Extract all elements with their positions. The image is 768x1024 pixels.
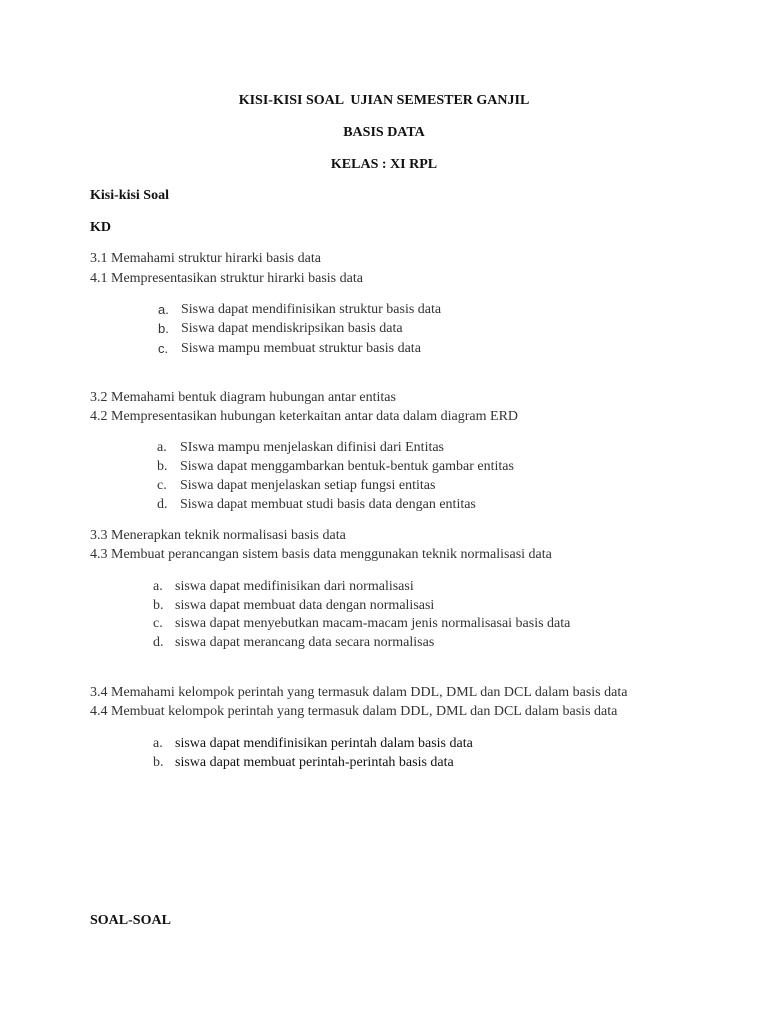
list-item-text: siswa dapat membuat perintah-perintah basis data	[175, 755, 454, 770]
list-marker: d.	[153, 635, 164, 650]
kd-line: 3.3 Menerapkan teknik normalisasi basis data	[90, 528, 346, 543]
list-item-text: Siswa dapat membuat studi basis data dengan entitas	[180, 497, 476, 512]
kd-line: 4.4 Membuat kelompok perintah yang termasuk dalam DDL, DML dan DCL dalam basis data	[90, 704, 618, 719]
list-marker: c.	[153, 616, 163, 631]
list-marker: c.	[158, 341, 169, 356]
list-item-text: Siswa dapat mendiskripsikan basis data	[181, 321, 403, 336]
class-title: KELAS : XI RPL	[330, 157, 438, 172]
list-marker: a.	[153, 736, 163, 751]
list-item-text: siswa dapat membuat data dengan normalisasi	[175, 598, 435, 613]
list-marker: a.	[157, 440, 167, 455]
list-marker: a.	[153, 579, 163, 594]
kisi-kisi-heading: Kisi-kisi Soal	[90, 188, 169, 203]
kd-heading: KD	[90, 220, 111, 235]
kd-line: 3.4 Memahami kelompok perintah yang termasuk dalam DDL, DML dan DCL dalam basis data	[90, 685, 628, 700]
subject-title: BASIS DATA	[343, 125, 425, 140]
list-marker: b.	[158, 321, 169, 336]
list-item-text: Siswa mampu membuat struktur basis data	[181, 341, 421, 356]
list-marker: b.	[157, 459, 168, 474]
list-item-text: Siswa dapat menggambarkan bentuk-bentuk gambar entitas	[180, 459, 514, 474]
list-item-text: Siswa dapat mendifinisikan struktur basis data	[181, 302, 442, 317]
list-marker: d.	[157, 497, 168, 512]
list-item-text: siswa dapat mendifinisikan perintah dalam basis data	[175, 736, 473, 751]
document-title: KISI-KISI SOAL UJIAN SEMESTER GANJIL	[238, 93, 530, 108]
kd-line: 3.2 Memahami bentuk diagram hubungan antar entitas	[90, 390, 396, 405]
list-marker: b.	[153, 755, 164, 770]
list-item-text: siswa dapat menyebutkan macam-macam jenis normalisasai basis data	[175, 616, 571, 631]
list-marker: c.	[157, 478, 167, 493]
list-marker: a.	[158, 302, 169, 317]
list-item-text: siswa dapat medifinisikan dari normalisasi	[175, 579, 414, 594]
list-item-text: SIswa mampu menjelaskan difinisi dari Entitas	[180, 440, 445, 455]
list-item-text: siswa dapat merancang data secara normalisas	[175, 635, 435, 650]
list-item-text: Siswa dapat menjelaskan setiap fungsi entitas	[180, 478, 436, 493]
kd-line: 4.2 Mempresentasikan hubungan keterkaitan antar data dalam diagram ERD	[90, 409, 519, 424]
kd-line: 3.1 Memahami struktur hirarki basis data	[90, 251, 321, 266]
kd-line: 4.1 Mempresentasikan struktur hirarki basis data	[90, 271, 363, 286]
soal-heading: SOAL-SOAL	[90, 913, 171, 928]
kd-line: 4.3 Membuat perancangan sistem basis data menggunakan teknik normalisasi data	[90, 547, 552, 562]
list-marker: b.	[153, 598, 164, 613]
